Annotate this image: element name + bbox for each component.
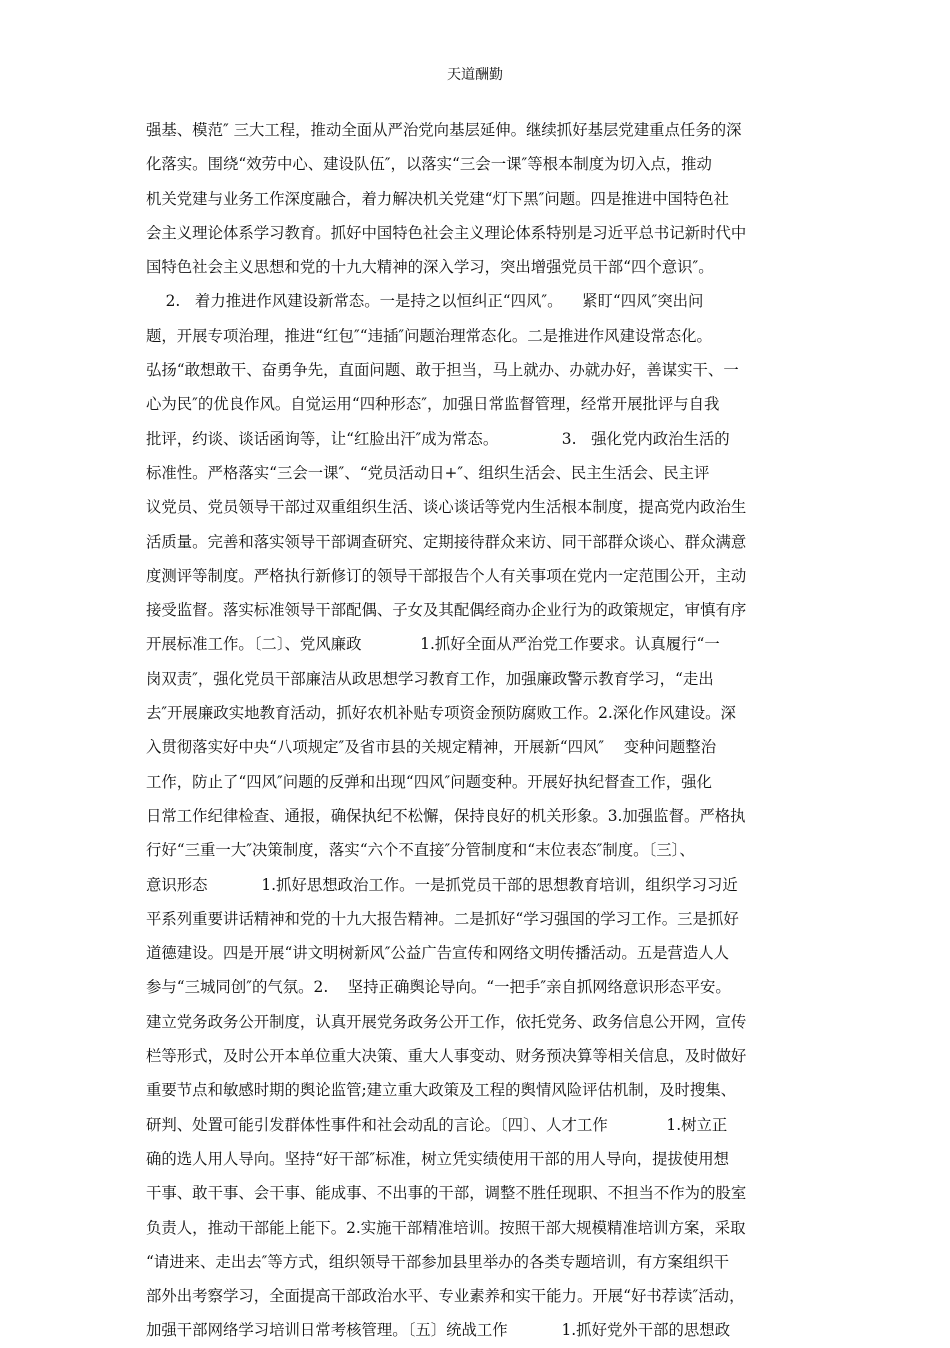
- text-line: 会主义理论体系学习教育。抓好中国特色社会主义理论体系特别是习近平总书记新时代中: [146, 223, 747, 242]
- text-line: 行好“三重一大″决策制度，落实“六个不直接″分管制度和“末位表态″制度。〔三〕、: [146, 841, 695, 860]
- text-line: 强基、模范″ 三大工程，推动全面从严治党向基层延伸。继续抓好基层党建重点任务的深: [146, 121, 742, 139]
- text-line: 加强干部网络学习培训日常考核管理。〔五〕统战工作 1.抓好党外干部的思想政: [146, 1321, 731, 1340]
- text-line: 确的选人用人导向。坚持“好干部″标准，树立凭实绩使用干部的用人导向，提拔使用想: [146, 1149, 730, 1168]
- text-line: 题，开展专项治理，推进“红包″“违插″问题治理常态化。二是推进作风建设常态化。: [146, 326, 712, 345]
- text-line: 化落实。围绕“效劳中心、建设队伍″，以落实“三会一课″等根本制度为切入点，推动: [146, 155, 712, 174]
- text-line: 日常工作纪律检查、通报，确保执纪不松懈，保持良好的机关形象。3.加强监督。严格执: [146, 806, 746, 825]
- text-line: 部外出考察学习，全面提高干部政治水平、专业素养和实干能力。开展“好书荐读″活动，: [146, 1287, 745, 1306]
- text-line: 心为民″的优良作风。自觉运用“四种形态″，加强日常监督管理，经常开展批评与自我: [146, 395, 720, 414]
- text-line: 负责人，推动干部能上能下。2.实施干部精准培训。按照干部大规模精准培训方案，采取: [146, 1218, 746, 1237]
- text-line: 活质量。完善和落实领导干部调查研究、定期接待群众来访、同干部群众谈心、群众满意: [146, 532, 747, 551]
- text-line: 2. 着力推进作风建设新常态。一是持之以恒纠正“四风″。 紧盯“四风″突出问: [146, 292, 704, 311]
- text-line: 平系列重要讲话精神和党的十九大报告精神。二是抓好“学习强国的学习工作。三是抓好: [146, 909, 739, 928]
- text-line: 国特色社会主义思想和党的十九大精神的深入学习，突出增强党员干部“四个意识″。: [146, 258, 714, 277]
- document-body: [146, 113, 816, 1348]
- text-line: 栏等形式，及时公开本单位重大决策、重大人事变动、财务预决算等相关信息，及时做好: [146, 1047, 747, 1066]
- text-line: 标准性。严格落实“三会一课″、“党员活动日+″、组织生活会、民主生活会、民主评: [146, 463, 710, 482]
- page-header: 天道酬勤: [447, 67, 503, 83]
- text-line: 入贯彻落实好中央“八项规定″及省市县的关规定精神，开展新“四风″ 变种问题整治: [146, 738, 717, 757]
- text-line: 工作，防止了“四风″问题的反弹和出现“四风″问题变种。开展好执纪督查工作，强化: [146, 772, 712, 791]
- text-line: 弘扬“敢想敢干、奋勇争先，直面问题、敢于担当，马上就办、办就办好，善谋实干、一: [146, 361, 739, 380]
- text-line: 道德建设。四是开展“讲文明树新风″公益广告宣传和网络文明传播活动。五是营造人人: [146, 944, 730, 963]
- text-line: 开展标准工作。〔二〕、党风廉政 1.抓好全面从严治党工作要求。认真履行“一: [146, 635, 720, 654]
- text-line: 议党员、党员领导干部过双重组织生活、谈心谈话等党内生活根本制度，提高党内政治生: [146, 498, 747, 517]
- text-line: 机关党建与业务工作深度融合，着力解决机关党建“灯下黑″问题。四是推进中国特色社: [146, 189, 730, 208]
- text-line: 接受监督。落实标准领导干部配偶、子女及其配偶经商办企业行为的政策规定，审慎有序: [146, 601, 747, 620]
- text-line: “请进来、走出去″等方式，组织领导干部参加县里举办的各类专题培训，有方案组织干: [146, 1252, 730, 1271]
- text-line: 度测评等制度。严格执行新修订的领导干部报告个人有关事项在党内一定范围公开，主动: [146, 566, 747, 585]
- text-line: 批评，约谈、谈话函询等，让“红脸出汗″成为常态。 3. 强化党内政治生活的: [146, 429, 730, 448]
- text-line: 研判、处置可能引发群体性事件和社会动乱的言论。〔四〕、人才工作 1.树立正: [146, 1115, 728, 1134]
- text-line: 建立党务政务公开制度，认真开展党务政务公开工作，依托党务、政务信息公开网，宣传: [146, 1012, 747, 1031]
- text-line: 干事、敢干事、会干事、能成事、不出事的干部，调整不胜任现职、不担当不作为的股室: [146, 1184, 747, 1203]
- text-line: 岗双责″，强化党员干部廉洁从政思想学习教育工作，加强廉政警示教育学习，“走出: [146, 669, 714, 688]
- text-line: 意识形态 1.抓好思想政治工作。一是抓党员干部的思想教育培训，组织学习习近: [146, 875, 738, 894]
- text-line: 参与“三城同创″的气氛。2. 坚持正确舆论导向。“一把手″亲自抓网络意识形态平安。: [146, 978, 731, 997]
- text-line: 去″开展廉政实地教育活动，抓好农机补贴专项资金预防腐败工作。2.深化作风建设。深: [146, 704, 736, 723]
- text-line: 重要节点和敏感时期的舆论监管;建立重大政策及工程的舆情风险评估机制，及时搜集、: [146, 1081, 737, 1100]
